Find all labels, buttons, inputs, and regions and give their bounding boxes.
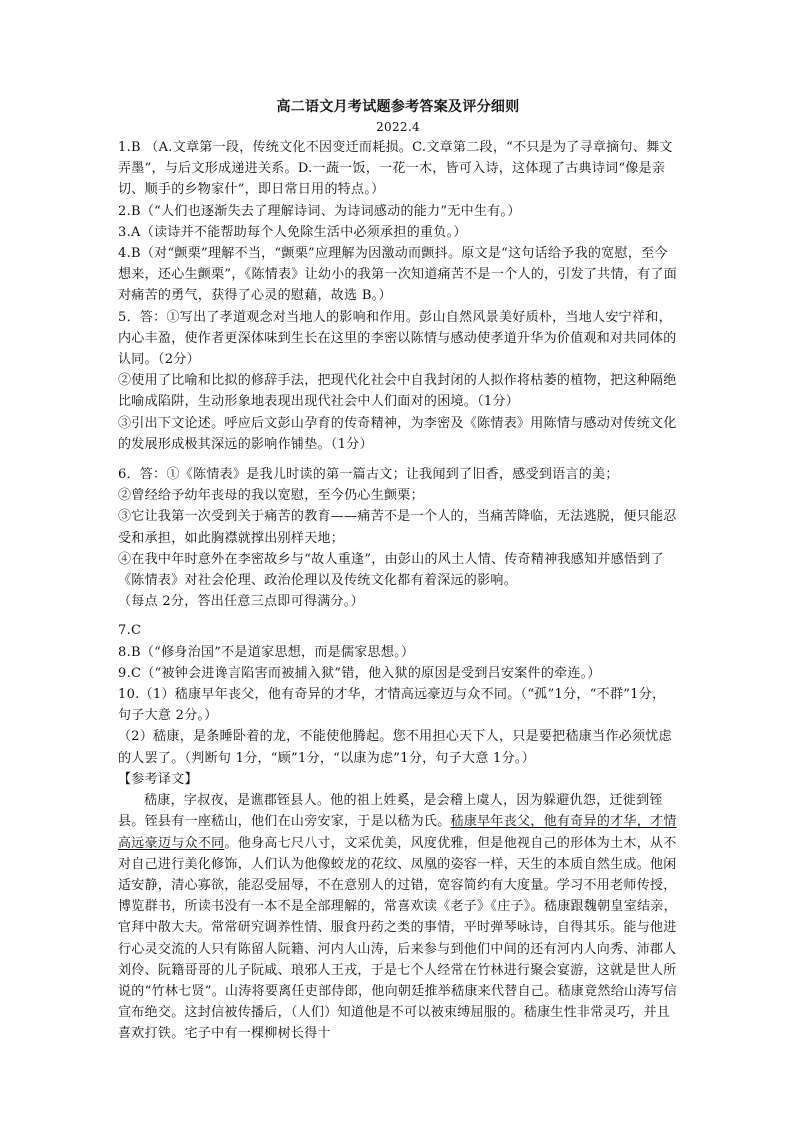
answer-5-point-1: 5．答：①写出了孝道观念对当地人的影响和作用。彭山自然风景美好质朴，当地人安宁祥和，内心丰盈，使作者更深体味到生长在这里的李密以陈情与感动使孝道升华为价值观和对共同体的认同。（2分） [118, 309, 677, 368]
answer-6-point-2: ②曾经给予幼年丧母的我以宽慰，至今仍心生颤栗； [118, 488, 424, 504]
answer-6-point-4: ④在我中年时意外在李密故乡与“故人重逢”，由彭山的风土人情、传奇精神我感知并感悟到了《陈情表》对社会伦理、政治伦理以及传统文化都有着深远的影响。 [118, 551, 664, 589]
translation-heading: 【参考译文】 [118, 771, 198, 787]
answer-1: 1.B （A.文章第一段，传统文化不因变迁而耗损。C.文章第二段，“不只是为了寻章摘句、舞文弄墨”，与后文形成递进关系。D.一蔬一饭，一花一木，皆可入诗，这体现了古典诗词“像是亲切、顺手的乡物家什”，即日常日用的特点。） [118, 140, 673, 198]
answer-6-point-3: ③它让我第一次受到关于痛苦的教育——痛苦不是一个人的，当痛苦降临，无法逃脱，便只能忍受和承担，如此胸襟就撑出别样天地； [118, 509, 677, 546]
answer-4: 4.B（对“颤栗”理解不当，“颤栗”应理解为因激动而颤抖。原文是“这句话给予我的宽慰，至今想来，还心生颤栗”，《陈情表》让幼小的我第一次知道痛苦不是一个人的，引发了共情，有了面对痛苦的勇气，获得了心灵的慰藉，故选 B。） [118, 246, 678, 304]
answer-6-point-1: 6．答：①《陈情表》是我儿时读的第一篇古文；让我闻到了旧香，感受到语言的美； [118, 467, 619, 483]
answer-10-part-1: 10.（1）嵇康早年丧父，他有奇异的才华，才情高远豪迈与众不同。（“孤”1分，“不群”1分，句子大意 2分。） [118, 687, 666, 724]
spacer [118, 612, 678, 620]
answer-6-scoring-note: （每点 2分，答出任意三点即可得满分。） [118, 594, 364, 610]
answer-8: 8.B（“修身治国”不是道家思想，而是儒家思想。） [118, 644, 415, 660]
answer-2: 2.B（“人们也逐渐失去了理解诗词、为诗词感动的能力”无中生有。） [118, 203, 521, 219]
translation-underlined-sentence: 嵇康早年丧父，他有奇异的才华，才情高远豪迈与众不同 [118, 814, 677, 851]
answer-document [118, 95, 678, 1045]
spacer [118, 455, 678, 464]
answer-7: 7.C [118, 623, 142, 639]
answer-9: 9.C（“被钟会进谗言陷害而被捕入狱”错，他入狱的原因是受到吕安案件的牵连。） [118, 665, 601, 681]
answer-5-point-2: ②使用了比喻和比拟的修辞手法，把现代化社会中自我封闭的人拟作将枯萎的植物，把这种隔绝比喻成陷阱，生动形象地表现出现代社会中人们面对的困境。（1分） [118, 373, 677, 410]
answer-5-point-3: ③引出下文论述。呼应后文彭山孕育的传奇精神，为李密及《陈情表》用陈情与感动对传统文化的发展形成极其深远的影响作铺垫。（1分） [118, 415, 677, 452]
translation-text-start: 嵇康，字叔夜，是谯郡铚县人。他的祖上姓奚，是会稽上虞人，因为躲避仇怨，迁徙到铚县。铚县有一座嵇山，他们在山旁安家，于是以嵇为氏。 [118, 793, 663, 830]
answer-3: 3.A（读诗并不能帮助每个人免除生活中必须承担的重负。） [118, 224, 467, 240]
document-title: 高二语文月考试题参考答案及评分细则 [276, 99, 520, 115]
document-date: 2022.4 [376, 120, 420, 134]
answer-10-part-2: （2）嵇康，是条睡卧着的龙，不能使他腾起。您不用担心天下人，只是要把嵇康当作必须忧虑的人罢了。（判断句 1分，“顾”1分，“以康为虑”1分，句子大意 1分。） [118, 729, 672, 766]
translation-text-rest: 。他身高七尺八寸，文采优美，风度优雅，但是他视自己的形体为土木，从不对自己进行美化修饰，人们认为他像蛟龙的花纹、凤凰的姿容一样，天生的本质自然生成。他闲适安静，清心寡欲，能忍受屈辱，不在意别人的过错，宽容简约有大度量。学习不用老师传授，博览群书，所读书没有一本不是全部理解的，常喜欢读《老子》《庄子》。嵇康跟魏朝皇室结亲，官拜中散大夫。常常研究调养性情、服食丹药之类的事情，平时弹琴咏诗，自得其乐。能与他进行心灵交流的人只有陈留人阮籍、河内人山涛，后来参与到他们中间的还有河内人向秀、沛郡人刘伶、阮籍哥哥的儿子阮咸、琅邪人王戎，于是七个人经常在竹林进行聚会宴游，这就是世人所说的“竹林七贤”。山涛将要离任吏部侍郎，他向朝廷推举嵇康来代替自己。嵇康竟然给山涛写信宣布绝交。这封信被传播后，（人们）知道他是不可以被束缚屈服的。嵇康生性非常灵巧，并且喜欢打铁。宅子中有一棵柳树长得十 [118, 835, 678, 1042]
translation-paragraph [118, 790, 678, 1044]
